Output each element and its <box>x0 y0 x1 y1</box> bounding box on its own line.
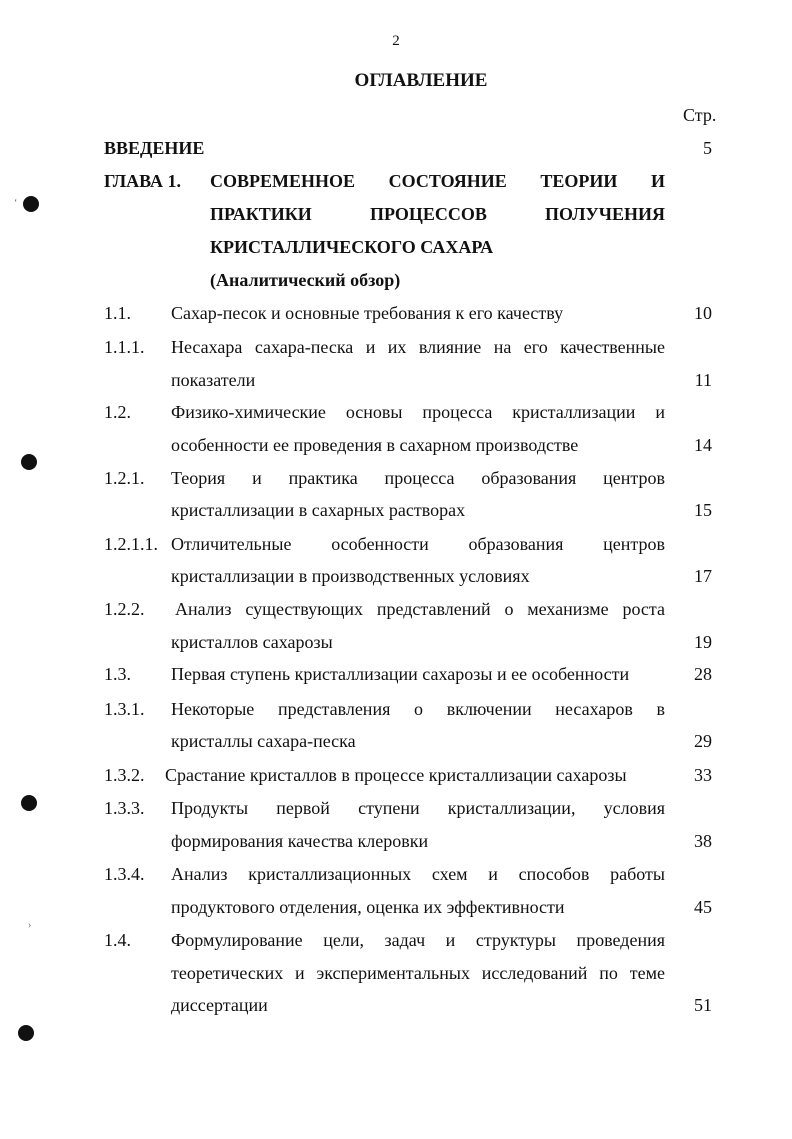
toc-entry-text: Анализ существующих представлений о механизме роста <box>175 599 665 619</box>
toc-entry-text: Физико-химические основы процесса кристаллизации и <box>171 402 665 422</box>
chapter-title-word: ПОЛУЧЕНИЯ <box>545 204 665 224</box>
toc-entry-page: 14 <box>694 435 712 455</box>
toc-entry-text: Продукты первой ступени кристаллизации, условия <box>171 798 665 818</box>
chapter-title-word: ПРОЦЕССОВ <box>369 204 487 224</box>
toc-entry-page: 33 <box>694 765 712 785</box>
chapter-title-line-3: КРИСТАЛЛИЧЕСКОГО САХАРА <box>210 237 494 257</box>
toc-entry-number: 1.1. <box>104 303 131 323</box>
toc-entry-number: 1.3.1. <box>104 699 145 719</box>
chapter-subtitle: (Аналитический обзор) <box>210 270 401 290</box>
toc-entry-text: показатели <box>171 370 256 390</box>
chapter-title-word: СОВРЕМЕННОЕ <box>210 171 356 191</box>
intro-label: ВВЕДЕНИЕ <box>104 138 205 158</box>
punch-hole-icon <box>18 1025 34 1041</box>
toc-entry-number: 1.3.4. <box>104 864 145 884</box>
chapter-title-word: ПРАКТИКИ <box>210 204 312 224</box>
toc-entry-page: 19 <box>694 632 712 652</box>
toc-entry-text: кристаллов сахарозы <box>171 632 333 652</box>
toc-entry-text: особенности ее проведения в сахарном производстве <box>171 435 579 455</box>
toc-entry-text: Сахар-песок и основные требования к его качеству <box>171 303 564 323</box>
toc-entry-number: 1.1.1. <box>104 337 145 357</box>
toc-entry-number: 1.4. <box>104 930 131 950</box>
toc-entry-text: Формулирование цели, задач и структуры проведения <box>171 930 665 950</box>
page-number: 2 <box>392 33 400 49</box>
toc-entry-text: Срастание кристаллов в процессе кристаллизации сахарозы <box>165 765 627 785</box>
chapter-title-word: СОСТОЯНИЕ <box>388 171 507 191</box>
toc-entry-text: Первая ступень кристаллизации сахарозы и ее особенности <box>171 664 630 684</box>
toc-entry-text: кристаллизации в сахарных растворах <box>171 500 466 520</box>
toc-entry-number: 1.2. <box>104 402 131 422</box>
toc-title: ОГЛАВЛЕНИЕ <box>354 70 488 91</box>
chapter-title-line-1 <box>210 171 665 191</box>
toc-entry-number: 1.3.3. <box>104 798 145 818</box>
toc-entry-text: формирования качества клеровки <box>171 831 429 851</box>
toc-entry-page: 45 <box>694 897 712 917</box>
toc-entry-text: Теория и практика процесса образования центров <box>171 468 665 488</box>
toc-entry-number: 1.2.2. <box>104 599 145 619</box>
toc-entry-number: 1.2.1.1. <box>104 534 158 554</box>
chapter-title-word: И <box>650 171 665 191</box>
chapter-label: ГЛАВА 1. <box>104 171 182 191</box>
toc-entry-number: 1.3. <box>104 664 131 684</box>
toc-entry-page: 17 <box>694 566 712 586</box>
toc-entry-text: Некоторые представления о включении несахаров в <box>171 699 665 719</box>
toc-entry-page: 29 <box>694 731 712 751</box>
toc-entry-text: кристаллы сахара-песка <box>171 731 356 751</box>
toc-entry-number: 1.2.1. <box>104 468 145 488</box>
toc-entry-text: Отличительные особенности образования центров <box>171 534 665 554</box>
punch-hole-icon <box>23 196 39 212</box>
punch-hole-icon <box>21 454 37 470</box>
punch-hole-icon <box>21 795 37 811</box>
toc-entry-page: 10 <box>694 303 712 323</box>
chapter-title-word: ТЕОРИИ <box>540 171 618 191</box>
toc-entry-page: 15 <box>694 500 712 520</box>
toc-entry-text: теоретических и экспериментальных исследований по теме <box>171 963 665 983</box>
toc-entry-text: диссертации <box>171 995 268 1015</box>
toc-entry-text: продуктового отделения, оценка их эффективности <box>171 897 565 917</box>
toc-entry-page: 11 <box>694 370 712 390</box>
toc-entry-text: Несахара сахара-песка и их влияние на его качественные <box>171 337 665 357</box>
toc-entry-text: Анализ кристаллизационных схем и способов работы <box>171 864 665 884</box>
scan-speck-icon: ‘ <box>14 198 18 209</box>
page-column-label: Стр. <box>683 105 717 125</box>
toc-entry-page: 28 <box>694 664 712 684</box>
toc-entry-page: 38 <box>694 831 712 851</box>
toc-entry-text: кристаллизации в производственных условиях <box>171 566 530 586</box>
toc-entry-page: 51 <box>694 995 712 1015</box>
chapter-title-line-2 <box>210 204 665 224</box>
toc-entry-number: 1.3.2. <box>104 765 145 785</box>
scan-speck-icon: › <box>28 920 32 931</box>
intro-page: 5 <box>703 138 712 158</box>
